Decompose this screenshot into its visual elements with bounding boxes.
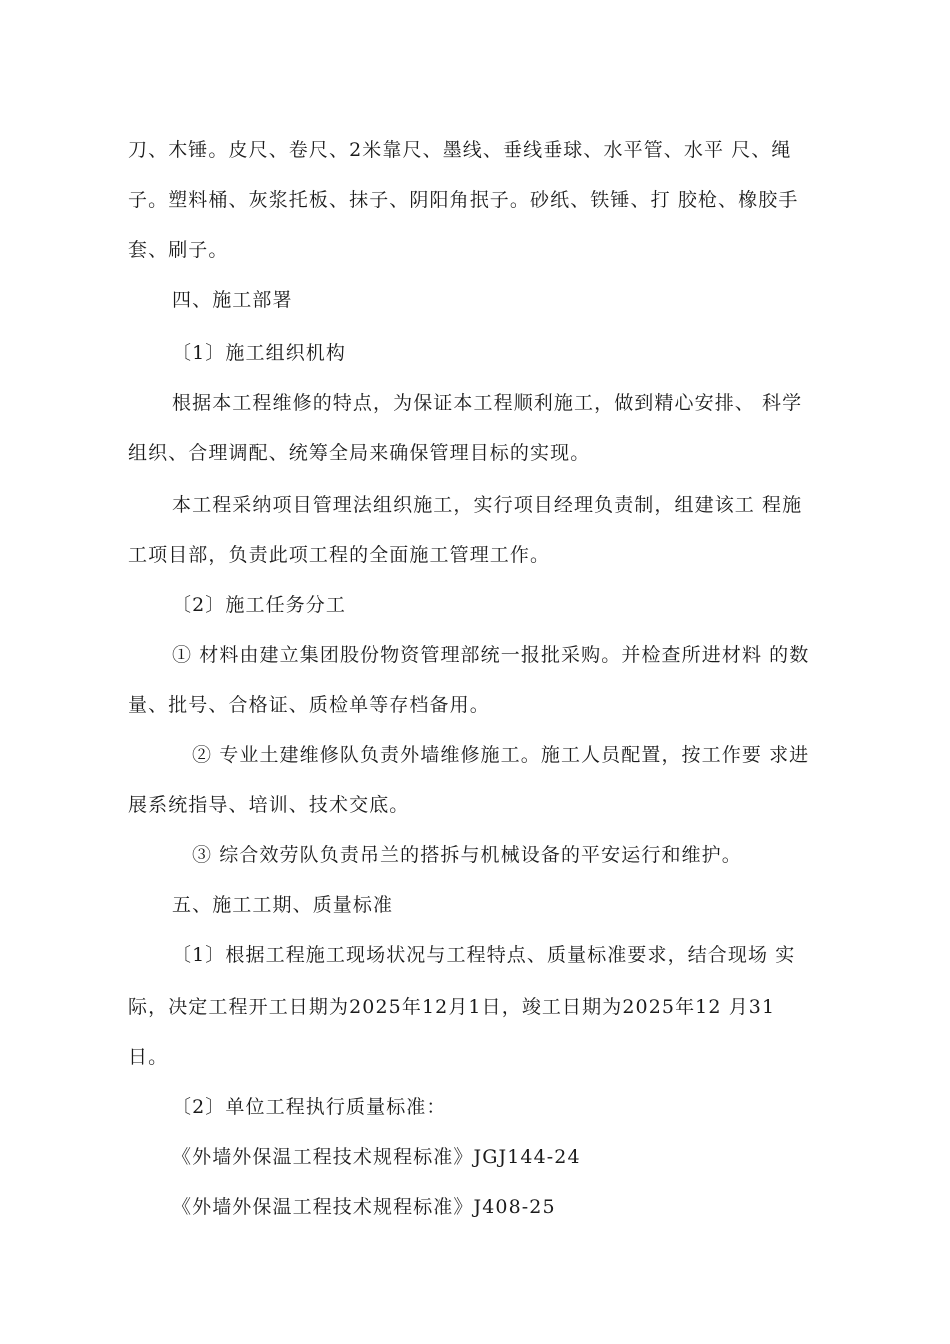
section-heading: 五、施工工期、质量标准 <box>172 894 394 916</box>
text-line: 组织、合理调配、统筹全局来确保管理目标的实现。 <box>128 442 591 464</box>
list-item: ③ 综合效劳队负责吊兰的搭拆与机械设备的平安运行和维护。 <box>192 844 742 866</box>
subsection-heading: 〔1〕施工组织机构 <box>172 342 346 364</box>
text-line: 际，决定工程开工日期为2025年12月1日，竣工日期为2025年12 月31 <box>128 996 776 1018</box>
list-item: ① 材料由建立集团股份物资管理部统一报批采购。并检查所进材料 的数 <box>172 644 810 666</box>
text-line: 〔1〕根据工程施工现场状况与工程特点、质量标准要求，结合现场 实 <box>172 944 796 966</box>
text-line: 日。 <box>128 1046 169 1068</box>
section-heading: 四、施工部署 <box>172 289 293 311</box>
list-item: ② 专业土建维修队负责外墙维修施工。施工人员配置，按工作要 求进 <box>192 744 810 766</box>
text-line: 量、批号、合格证、质检单等存档备用。 <box>128 694 490 716</box>
standard-reference: 《外墙外保温工程技术规程标准》J408-25 <box>172 1196 556 1218</box>
text-line: 套、刷子。 <box>128 239 229 261</box>
text-line: 子。塑料桶、灰浆托板、抹子、阴阳角抿子。砂纸、铁锤、打 胶枪、橡胶手 <box>128 189 799 211</box>
text-line: 根据本工程维修的特点，为保证本工程顺利施工，做到精心安排、 科学 <box>172 392 803 414</box>
text-line: 展系统指导、培训、技术交底。 <box>128 794 410 816</box>
subsection-heading: 〔2〕施工任务分工 <box>172 594 346 616</box>
standard-reference: 《外墙外保温工程技术规程标准》JGJ144-24 <box>172 1146 581 1168</box>
text-line: 刀、木锤。皮尺、卷尺、2米靠尺、墨线、垂线垂球、水平管、水平 尺、绳 <box>128 139 792 161</box>
subsection-heading: 〔2〕单位工程执行质量标准： <box>172 1096 447 1118</box>
text-line: 本工程采纳项目管理法组织施工，实行项目经理负责制，组建该工 程施 <box>172 494 803 516</box>
text-line: 工项目部，负责此项工程的全面施工管理工作。 <box>128 544 551 566</box>
